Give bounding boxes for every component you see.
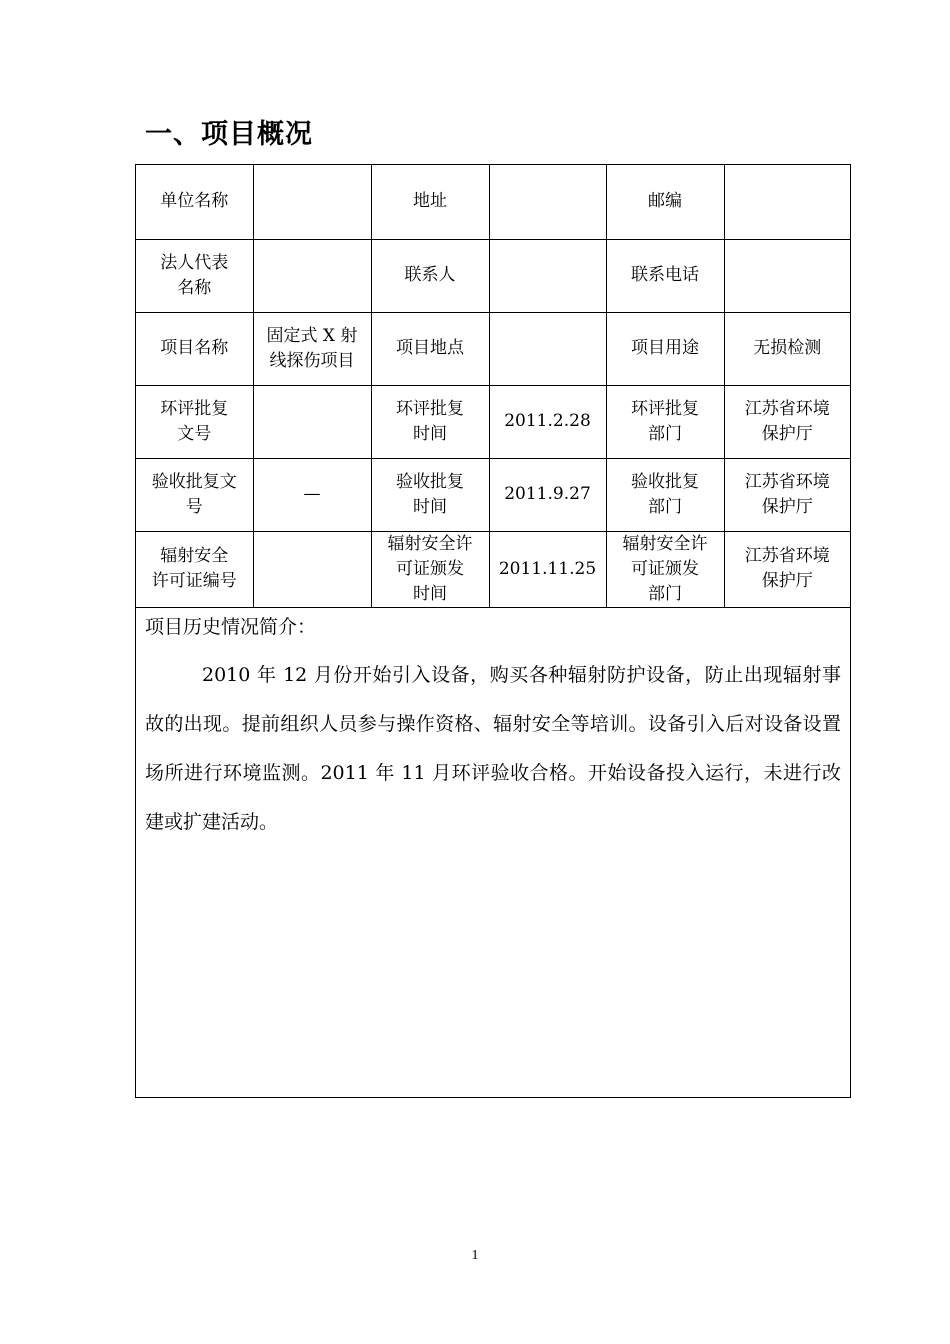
history-section	[145, 607, 841, 847]
table-cell	[606, 312, 724, 385]
table-cell	[724, 458, 850, 531]
cell-text: 时间	[413, 496, 447, 517]
table-row	[136, 239, 850, 312]
table-row	[136, 312, 850, 385]
cell-text: 环评批复	[396, 398, 464, 419]
cell-text: 号	[185, 496, 203, 517]
table-cell	[371, 239, 489, 312]
table-cell	[489, 531, 606, 607]
cell-text: 验收批复文	[151, 471, 237, 492]
cell-text: 江苏省环境	[744, 398, 830, 419]
cell-text: 可证颁发	[631, 558, 699, 579]
cell-text: 江苏省环境	[744, 471, 830, 492]
table-cell	[724, 239, 850, 312]
cell-text: 辐射安全许	[622, 533, 708, 554]
cell-text: 环评批复	[631, 398, 699, 419]
cell-text: 单位名称	[160, 191, 229, 212]
cell-text: 部门	[648, 423, 682, 444]
cell-text: 验收批复	[631, 471, 699, 492]
table-body	[136, 165, 850, 607]
table-cell	[606, 385, 724, 458]
cell-text: 法人代表	[160, 252, 229, 273]
table-cell	[606, 458, 724, 531]
cell-text: 保护厅	[761, 423, 813, 444]
table-cell	[253, 312, 371, 385]
table-cell	[253, 385, 371, 458]
cell-text: 2011.2.28	[504, 411, 591, 431]
table-cell	[253, 458, 371, 531]
cell-text: 项目用途	[631, 338, 699, 358]
project-overview-table	[135, 164, 851, 1098]
table-cell	[489, 458, 606, 531]
cell-text: 部门	[648, 583, 682, 604]
table-cell	[724, 312, 850, 385]
table-cell	[136, 239, 253, 312]
table-cell	[489, 165, 606, 239]
cell-text: 时间	[413, 583, 447, 604]
cell-text: 江苏省环境	[744, 546, 830, 566]
table-row	[136, 165, 850, 239]
table-cell	[371, 385, 489, 458]
table-cell	[136, 531, 253, 607]
table-cell	[489, 239, 606, 312]
table-cell	[136, 458, 253, 531]
cell-text: 2011.11.25	[498, 558, 597, 579]
overview-grid	[136, 165, 850, 608]
cell-text: 保护厅	[761, 571, 813, 591]
cell-text: 辐射安全	[160, 546, 229, 566]
cell-text: 验收批复	[396, 471, 464, 492]
table-cell	[136, 385, 253, 458]
cell-text: 时间	[413, 423, 447, 444]
history-title: 项目历史情况简介：	[145, 616, 317, 638]
table-row	[136, 531, 850, 607]
cell-text: 联系人	[404, 265, 456, 285]
table-cell	[724, 531, 850, 607]
cell-text: 2011.9.27	[504, 484, 591, 504]
cell-text: 线探伤项目	[269, 350, 355, 371]
cell-text: 名称	[177, 277, 212, 298]
table-cell	[253, 165, 371, 239]
cell-text: 项目名称	[160, 338, 229, 358]
table-cell	[136, 165, 253, 239]
table-cell	[371, 531, 489, 607]
cell-text: 保护厅	[761, 496, 813, 517]
table-cell	[489, 385, 606, 458]
table-cell	[253, 531, 371, 607]
table-row	[136, 385, 850, 458]
table-cell	[724, 165, 850, 239]
table-cell	[606, 165, 724, 239]
cell-text: 无损检测	[753, 338, 822, 358]
cell-text: 地址	[413, 191, 447, 212]
cell-text: 许可证编号	[151, 571, 237, 591]
cell-text: 邮编	[648, 191, 682, 212]
cell-text: 项目地点	[396, 338, 464, 358]
page-number: 1	[471, 1248, 479, 1263]
table-cell	[371, 312, 489, 385]
table-cell	[606, 239, 724, 312]
table-cell	[606, 531, 724, 607]
cell-text: —	[303, 484, 321, 504]
table-cell	[724, 385, 850, 458]
table-cell	[136, 312, 253, 385]
table-row	[136, 458, 850, 531]
table-cell	[253, 239, 371, 312]
table-cell	[371, 458, 489, 531]
table-cell	[371, 165, 489, 239]
cell-text: 环评批复	[160, 398, 229, 419]
cell-text: 部门	[648, 496, 682, 517]
cell-text: 联系电话	[631, 265, 699, 285]
cell-text: 辐射安全许	[387, 533, 473, 554]
cell-text: 固定式 X 射	[266, 325, 358, 346]
cell-text: 可证颁发	[396, 558, 464, 579]
table-cell	[489, 312, 606, 385]
section-heading: 一、项目概况	[145, 119, 313, 150]
cell-text: 文号	[177, 423, 212, 444]
history-body: 2010 年 12 月份开始引入设备，购买各种辐射防护设备，防止出现辐射事故的出现。提前组织人员参与操作资格、辐射安全等培训。设备引入后对设备设置场所进行环境监测。2011 年 11 月环评验收合格。开始设备投入运行，未进行改建或扩建活动。	[145, 664, 841, 833]
